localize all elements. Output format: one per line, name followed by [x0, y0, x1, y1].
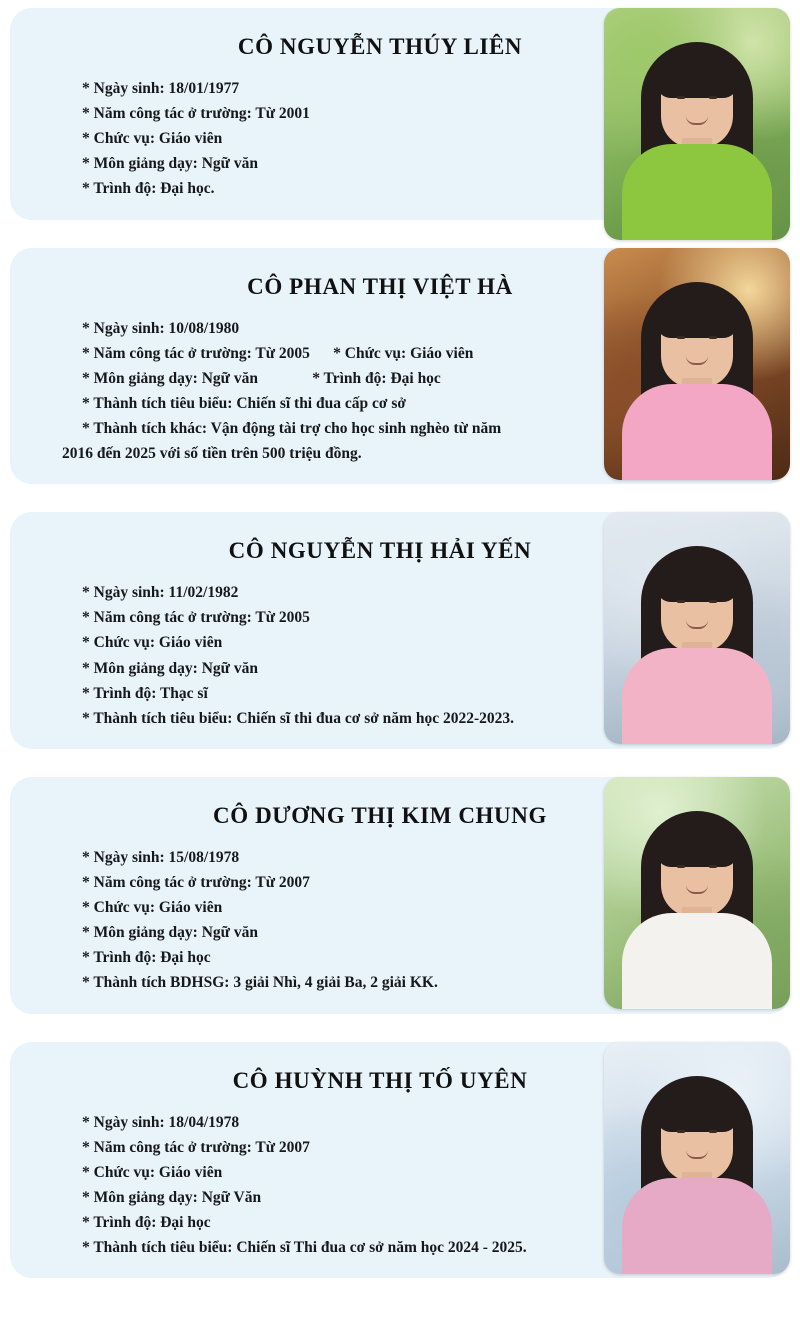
- teacher-name: CÔ NGUYỄN THỊ HẢI YẾN: [228, 538, 532, 564]
- detail-line: * Ngày sinh: 18/04/1978: [82, 1113, 240, 1131]
- teacher-card: [10, 777, 790, 1014]
- teacher-card-body: [10, 1042, 790, 1279]
- detail-line: * Thành tích khác: Vận động tài trợ cho học sinh nghèo từ năm: [82, 419, 502, 437]
- teacher-details: [36, 76, 764, 202]
- teacher-name: CÔ HUỲNH THỊ TỐ UYÊN: [232, 1067, 528, 1093]
- teacher-details: [36, 845, 764, 996]
- teacher-details: [36, 1110, 764, 1261]
- teacher-card: [10, 512, 790, 749]
- detail-line: * Năm công tác ở trường: Từ 2007: [82, 1138, 310, 1156]
- detail-line: * Trình độ: Thạc sĩ: [82, 684, 208, 702]
- teacher-name: CÔ DƯƠNG THỊ KIM CHUNG: [213, 802, 547, 828]
- teacher-name: CÔ NGUYỄN THÚY LIÊN: [237, 34, 523, 59]
- detail-line: * Chức vụ: Giáo viên: [82, 1163, 223, 1181]
- detail-line: * Năm công tác ở trường: Từ 2005: [82, 609, 310, 627]
- teacher-details: [36, 580, 764, 731]
- detail-line: * Ngày sinh: 15/08/1978: [82, 848, 240, 866]
- detail-line: * Năm công tác ở trường: Từ 2001: [82, 105, 310, 123]
- detail-line: * Môn giảng dạy: Ngữ Văn: [82, 1188, 262, 1206]
- detail-line: * Ngày sinh: 11/02/1982: [82, 584, 239, 602]
- detail-line: * Ngày sinh: 18/01/1977: [82, 80, 240, 97]
- teacher-card: [10, 8, 790, 220]
- detail-line: * Môn giảng dạy: Ngữ văn: [82, 155, 258, 173]
- teacher-card-body: [10, 248, 790, 485]
- detail-line: * Trình độ: Đại học.: [82, 180, 215, 198]
- detail-line: * Chức vụ: Giáo viên: [82, 899, 223, 917]
- teacher-card: [10, 248, 790, 485]
- teacher-card-body: [10, 8, 790, 220]
- teacher-card-body: [10, 512, 790, 749]
- teacher-name: CÔ PHAN THỊ VIỆT HÀ: [247, 273, 513, 299]
- detail-line: * Năm công tác ở trường: Từ 2007: [82, 873, 310, 891]
- detail-line: * Môn giảng dạy: Ngữ văn * Trình độ: Đại học: [82, 369, 441, 387]
- teacher-details: [36, 316, 764, 467]
- detail-line: * Ngày sinh: 10/08/1980: [82, 319, 240, 337]
- detail-line: * Trình độ: Đại học: [82, 1213, 211, 1231]
- detail-line: * Thành tích tiêu biểu: Chiến sĩ thi đua cơ sở năm học 2022-2023.: [82, 709, 515, 727]
- detail-line: * Thành tích tiêu biểu: Chiến sĩ thi đua cấp cơ sở: [82, 394, 406, 412]
- detail-line: * Thành tích BDHSG: 3 giải Nhì, 4 giải Ba, 2 giải KK.: [82, 974, 438, 992]
- detail-line: * Chức vụ: Giáo viên: [82, 130, 223, 148]
- detail-line: * Thành tích tiêu biểu: Chiến sĩ Thi đua cơ sở năm học 2024 - 2025.: [82, 1239, 527, 1257]
- detail-line: * Môn giảng dạy: Ngữ văn: [82, 659, 258, 677]
- detail-line: * Trình độ: Đại học: [82, 949, 211, 967]
- detail-line: * Chức vụ: Giáo viên: [82, 634, 223, 652]
- detail-line: * Năm công tác ở trường: Từ 2005 * Chức vụ: Giáo viên: [82, 344, 474, 362]
- detail-line: 2016 đến 2025 với số tiền trên 500 triệu đồng.: [62, 445, 362, 463]
- teacher-card: [10, 1042, 790, 1279]
- detail-line: * Môn giảng dạy: Ngữ văn: [82, 924, 258, 942]
- teacher-card-body: [10, 777, 790, 1014]
